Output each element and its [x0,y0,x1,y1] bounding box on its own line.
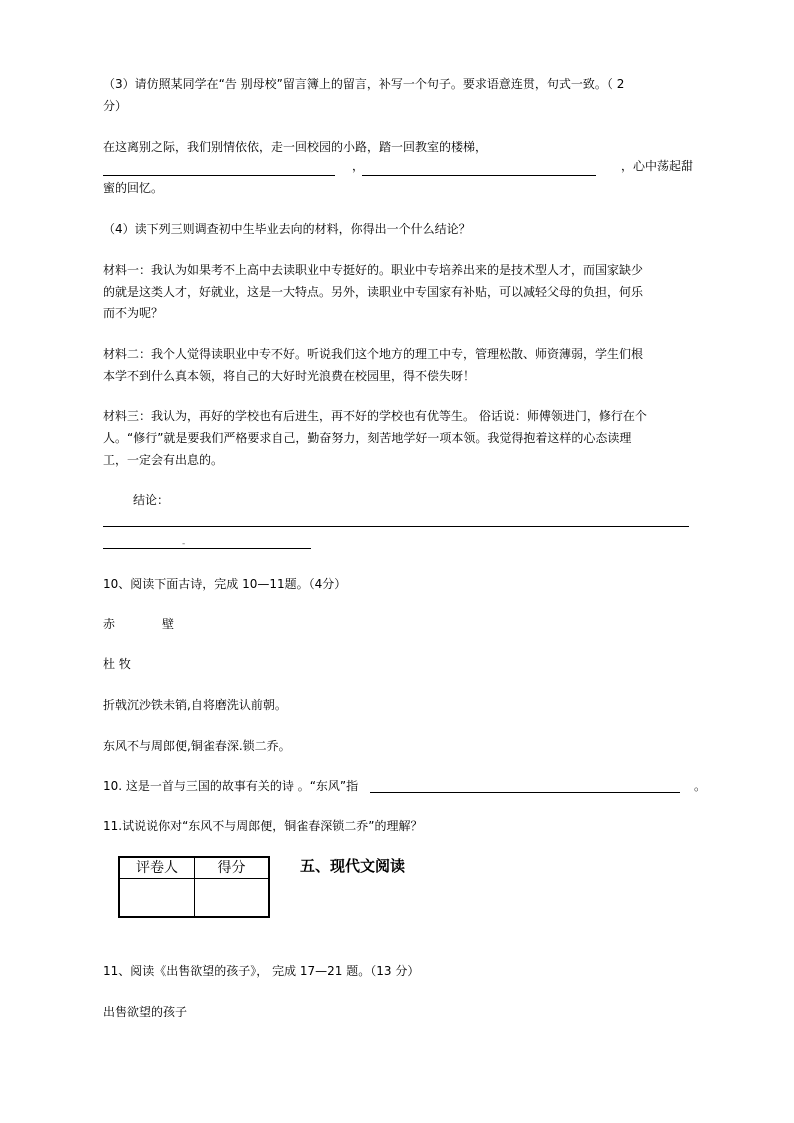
q3-tail: ，心中荡起甜 [621,159,694,173]
conclusion-label: 结论： [133,493,170,507]
q11-intro: 11、阅读《出售欲望的孩子》， 完成 17—21 题。（13 分） [103,964,420,978]
poem-line-1: 折戟沉沙铁未销,自将磨洗认前朝。 [103,698,287,712]
material-1-line3: 而不为呢？ [103,306,164,320]
article-title: 出售欲望的孩子 [103,1005,188,1019]
q10-intro: 10、阅读下面古诗，完成 10—11题。（4分） [103,577,347,591]
poem-title-part2: 壁 [162,617,175,631]
material-3-line3: 工，一定会有出息的。 [103,453,224,467]
q3-comma: ， [352,159,365,173]
q3-line2: 分） [103,99,128,113]
score-table-score-cell[interactable] [195,879,268,916]
material-1-line1: 材料一：我认为如果考不上高中去读职业中专挺好的。职业中专培养出来的是技术型人才，而国家缺少 [103,263,644,277]
poem-line-2: 东风不与周郎便,铜雀春深.锁二乔。 [103,739,291,753]
q3-blank-2[interactable] [362,175,596,176]
score-table-grader-cell[interactable] [120,879,194,916]
score-table-header-grader: 评卷人 [136,860,178,876]
material-3-line1: 材料三：我认为，再好的学校也有后进生，再不好的学校也有优等生。 俗话说：师傅领进门，修行在个 [103,409,647,423]
score-table-header-score: 得分 [217,860,246,876]
q3-stem: 在这离别之际，我们别情依依，走一回校园的小路，踏一回教室的楼梯， [103,140,488,154]
poem-title-part1: 赤 [103,617,116,631]
q11-question: 11.试说说你对“东风不与周郎便，铜雀春深锁二乔”的理解？ [103,819,423,833]
material-3-line2: 人。“修行”就是要我们严格要求自己，勤奋努力，刻苦地学好一项本领。我觉得抱着这样的心态读理 [103,431,632,445]
q10-question: 10. 这是一首与三国的故事有关的诗 。“东风”指 [103,779,359,793]
section-5-title: 五、现代文阅读 [300,857,406,875]
q4-title: （4）读下列三则调查初中生毕业去向的材料，你得出一个什么结论？ [103,222,471,236]
q3-blank-1[interactable] [103,175,335,176]
q3-end: 蜜的回忆。 [103,181,164,195]
q10-answer-blank[interactable] [370,792,680,793]
material-2-line1: 材料二：我个人觉得读职业中专不好。听说我们这个地方的理工中专，管理松散、师资薄弱，学生们根 [103,347,644,361]
q3-line1: （3）请仿照某同学在“告 别母校”留言簿上的留言，补写一个句子。要求语意连贯，句式一致。（ 2 [103,77,625,91]
q10-end-mark: 。 [694,779,707,793]
conclusion-blank-2[interactable] [103,548,311,549]
material-1-line2: 的就是这类人才，好就业，这是一大特点。另外，读职业中专国家有补贴，可以减轻父母的负担，何乐 [103,285,644,299]
dash-mark: - [182,539,186,549]
poem-author: 杜 牧 [103,657,131,671]
material-2-line2: 本学不到什么真本领，将自己的大好时光浪费在校园里，得不偿失呀！ [103,369,476,383]
score-table [118,856,270,918]
conclusion-blank-1[interactable] [103,526,689,527]
